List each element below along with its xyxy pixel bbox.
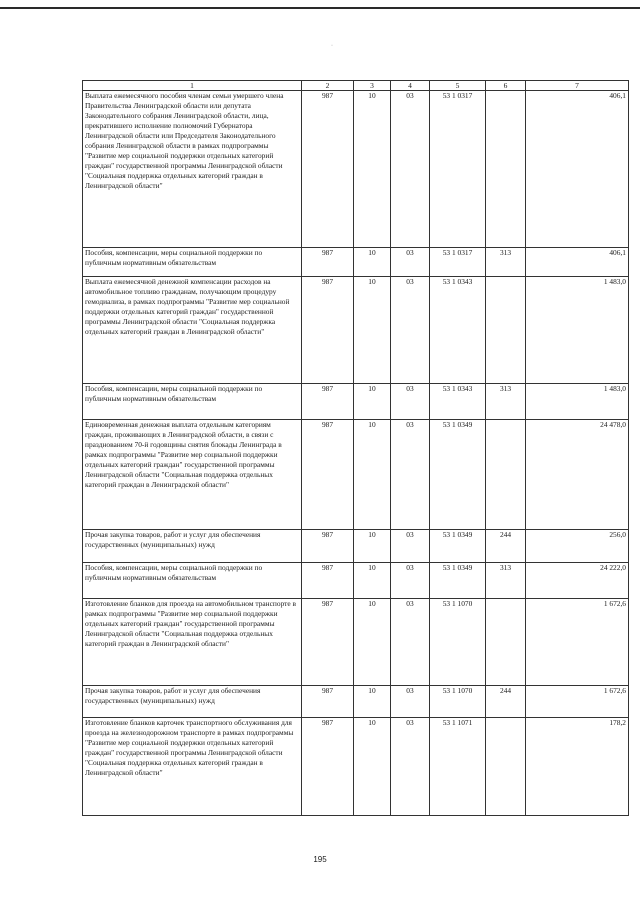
row-target-article: 53 1 0343 <box>430 277 486 384</box>
row-admin-code: 987 <box>302 599 354 686</box>
row-name: Выплата ежемесячной денежной компенсации расходов на автомобильное топливо гражданам, получающим процедуру гемодиализа, в рамках подпрограммы "Развитие мер социальной поддержки отдельных категорий граждан" государственной программы Ленинградской области "Социальная поддержка отдельных категорий граждан в Ленинградской области" <box>83 277 302 384</box>
row-section: 10 <box>354 248 391 277</box>
row-name: Прочая закупка товаров, работ и услуг для обеспечения государственных (муниципальных) нужд <box>83 530 302 563</box>
row-name: Единовременная денежная выплата отдельным категориям граждан, проживающих в Ленинградской области, в связи с празднованием 70-й годовщины снятия блокады Ленинграда в рамках подпрограммы "Развитие мер социальной поддержки отдельных категорий граждан" государственной программы Ленинградской области "Социальная поддержка отдельных категорий граждан в Ленинградской области" <box>83 420 302 530</box>
row-target-article: 53 1 0343 <box>430 384 486 420</box>
row-amount: 1 672,6 <box>526 686 629 718</box>
row-name: Изготовление бланков для проезда на автомобильном транспорте в рамках подпрограммы "Развитие мер социальной поддержки отдельных категорий граждан" государственной программы Ленинградской области "Социальная поддержка отдельных категорий граждан в Ленинградской области" <box>83 599 302 686</box>
row-subsection: 03 <box>391 420 430 530</box>
row-admin-code: 987 <box>302 530 354 563</box>
col-header: 4 <box>391 81 430 91</box>
table-row <box>83 563 629 599</box>
row-expense-type: 313 <box>486 248 526 277</box>
row-subsection: 03 <box>391 718 430 816</box>
row-admin-code: 987 <box>302 420 354 530</box>
row-name: Пособия, компенсации, меры социальной поддержки по публичным нормативным обязательствам <box>83 384 302 420</box>
row-target-article: 53 1 1071 <box>430 718 486 816</box>
row-admin-code: 987 <box>302 384 354 420</box>
row-expense-type <box>486 718 526 816</box>
table-row <box>83 91 629 248</box>
row-expense-type: 313 <box>486 563 526 599</box>
table-row <box>83 248 629 277</box>
row-amount: 1 483,0 <box>526 384 629 420</box>
row-admin-code: 987 <box>302 91 354 248</box>
row-amount: 24 478,0 <box>526 420 629 530</box>
row-amount: 406,1 <box>526 91 629 248</box>
row-target-article: 53 1 1070 <box>430 686 486 718</box>
row-section: 10 <box>354 530 391 563</box>
row-name: Прочая закупка товаров, работ и услуг для обеспечения государственных (муниципальных) нужд <box>83 686 302 718</box>
row-section: 10 <box>354 686 391 718</box>
row-section: 10 <box>354 384 391 420</box>
row-amount: 1 483,0 <box>526 277 629 384</box>
row-subsection: 03 <box>391 599 430 686</box>
row-name: Пособия, компенсации, меры социальной поддержки по публичным нормативным обязательствам <box>83 563 302 599</box>
scan-speck: · <box>331 43 333 49</box>
row-admin-code: 987 <box>302 248 354 277</box>
row-expense-type <box>486 91 526 248</box>
table-row <box>83 277 629 384</box>
table-row <box>83 599 629 686</box>
col-header: 1 <box>83 81 302 91</box>
row-target-article: 53 1 0349 <box>430 563 486 599</box>
table-row <box>83 530 629 563</box>
row-subsection: 03 <box>391 277 430 384</box>
row-amount: 178,2 <box>526 718 629 816</box>
row-admin-code: 987 <box>302 277 354 384</box>
row-target-article: 53 1 0349 <box>430 420 486 530</box>
col-header: 5 <box>430 81 486 91</box>
top-rule <box>0 7 640 9</box>
row-amount: 406,1 <box>526 248 629 277</box>
row-admin-code: 987 <box>302 718 354 816</box>
col-header: 6 <box>486 81 526 91</box>
table-row <box>83 420 629 530</box>
col-header: 2 <box>302 81 354 91</box>
row-target-article: 53 1 0317 <box>430 91 486 248</box>
row-subsection: 03 <box>391 248 430 277</box>
row-amount: 256,0 <box>526 530 629 563</box>
budget-table <box>82 80 629 816</box>
col-header: 3 <box>354 81 391 91</box>
row-subsection: 03 <box>391 91 430 248</box>
row-section: 10 <box>354 420 391 530</box>
table-header-row <box>83 81 629 91</box>
row-target-article: 53 1 0349 <box>430 530 486 563</box>
table-row <box>83 718 629 816</box>
row-subsection: 03 <box>391 563 430 599</box>
row-section: 10 <box>354 599 391 686</box>
row-name: Выплата ежемесячного пособия членам семьи умершего члена Правительства Ленинградской области или депутата Законодательного собрания Ленинградской области, лица, прекратившего исполнение полномочий Губернатора Ленинградской области или Председателя Законодательного собрания Ленинградской области в рамках подпрограммы "Развитие мер социальной поддержки отдельных категорий граждан" государственной программы Ленинградской области "Социальная поддержка отдельных категорий граждан в Ленинградской области" <box>83 91 302 248</box>
row-expense-type <box>486 599 526 686</box>
row-section: 10 <box>354 277 391 384</box>
row-admin-code: 987 <box>302 563 354 599</box>
row-section: 10 <box>354 718 391 816</box>
row-expense-type: 244 <box>486 686 526 718</box>
row-subsection: 03 <box>391 686 430 718</box>
row-section: 10 <box>354 91 391 248</box>
row-subsection: 03 <box>391 530 430 563</box>
row-target-article: 53 1 1070 <box>430 599 486 686</box>
row-section: 10 <box>354 563 391 599</box>
page-number: 195 <box>313 855 327 864</box>
row-name: Изготовление бланков карточек транспортного обслуживания для проезда на железнодорожном транспорте в рамках подпрограммы "Развитие мер социальной поддержки отдельных категорий граждан" государственной программы Ленинградской области "Социальная поддержка отдельных категорий граждан в Ленинградской области" <box>83 718 302 816</box>
row-expense-type: 244 <box>486 530 526 563</box>
row-expense-type: 313 <box>486 384 526 420</box>
table-row <box>83 384 629 420</box>
row-amount: 24 222,0 <box>526 563 629 599</box>
row-subsection: 03 <box>391 384 430 420</box>
row-name: Пособия, компенсации, меры социальной поддержки по публичным нормативным обязательствам <box>83 248 302 277</box>
col-header: 7 <box>526 81 629 91</box>
row-expense-type <box>486 420 526 530</box>
row-expense-type <box>486 277 526 384</box>
row-admin-code: 987 <box>302 686 354 718</box>
row-target-article: 53 1 0317 <box>430 248 486 277</box>
table-row <box>83 686 629 718</box>
row-amount: 1 672,6 <box>526 599 629 686</box>
